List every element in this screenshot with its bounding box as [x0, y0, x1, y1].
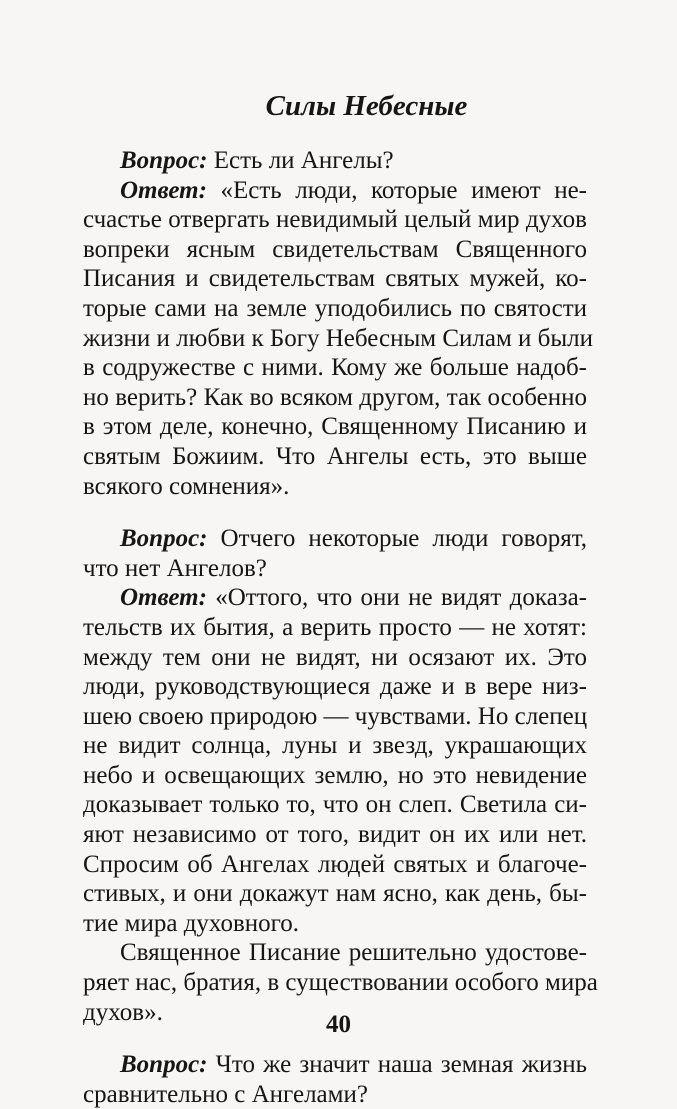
text-line: доказывает только то, что он слеп. Светила си-	[83, 791, 587, 819]
text-line: в этом деле, конечно, Священному Писанию и	[83, 413, 587, 441]
speaker-label: Вопрос:	[120, 147, 208, 174]
text-line: тельств их бытия, а верить просто — не хотят:	[83, 613, 587, 641]
answer-paragraph	[83, 176, 594, 502]
question-paragraph	[120, 146, 587, 176]
question-paragraph	[83, 524, 587, 583]
text-line: в содружестве с ними. Кому же больше надоб-	[83, 354, 587, 382]
text-line: святым Божиим. Что Ангелы есть, это выше	[83, 442, 587, 470]
text-line: не видит солнца, луны и звезд, украшающих	[83, 732, 587, 760]
text-line: торые сами на земле уподобились по святости	[83, 294, 587, 322]
text-line: но верить? Как во всяком другом, так особенно	[83, 383, 587, 411]
text-line: тие мира духовного.	[83, 909, 300, 937]
line-text: Есть ли Ангелы?	[213, 147, 394, 174]
line-text: «Есть люди, которые имеют не-	[220, 176, 587, 204]
page-body	[83, 146, 598, 1109]
line-text: Священное Писание решительно удостове-	[120, 939, 587, 967]
text-line: стивых, и они докажут нам ясно, как день, бы-	[83, 880, 587, 908]
text-line: шею своею природою — чувствами. Но слепец	[83, 702, 588, 730]
paragraph-gap	[120, 501, 587, 524]
text-line	[120, 176, 587, 206]
text-line	[120, 524, 587, 554]
text-line: что нет Ангелов?	[83, 554, 267, 582]
text-line	[120, 1050, 587, 1080]
text-line: сравнительно с Ангелами?	[83, 1080, 368, 1108]
text-line	[120, 583, 587, 613]
text-line: всякого сомнения».	[83, 472, 290, 500]
line-text: Что же значит наша земная жизнь	[215, 1051, 587, 1079]
speaker-label: Ответ:	[120, 584, 207, 612]
speaker-label: Ответ:	[120, 176, 207, 204]
text-line	[120, 938, 587, 968]
line-text: Отчего некоторые люди говорят,	[220, 525, 587, 553]
text-line: Писания и свидетельствам святых мужей, ко-	[83, 265, 587, 293]
text-line: Спросим об Ангелах людей святых и благоче-	[83, 850, 587, 878]
text-line: жизни и любви к Богу Небесным Силам и были	[83, 324, 594, 352]
speaker-label: Вопрос:	[120, 1051, 208, 1079]
text-line: духов».	[83, 998, 163, 1026]
text-line: небо и освещающих землю, но это невидение	[83, 761, 587, 789]
page-title: Силы Небесные	[265, 90, 468, 122]
text-line: яют независимо от того, видит он их или нет.	[83, 821, 587, 849]
line-text: «Оттого, что они не видят доказа-	[215, 584, 587, 612]
text-line: люди, руководствующиеся даже и в вере низ-	[83, 673, 587, 701]
answer-paragraph	[83, 583, 588, 938]
text-line	[120, 146, 587, 176]
speaker-label: Вопрос:	[120, 525, 208, 553]
text-line: ряет нас, братия, в существовании особого мира	[83, 969, 598, 997]
text-line: между тем они не видят, ни осязают их. Это	[83, 643, 587, 671]
text-line: счастье отвергать невидимый целый мир духов	[83, 206, 587, 234]
page-number: 40	[326, 1011, 351, 1038]
text-line: вопреки ясным свидетельствам Священного	[83, 235, 587, 263]
